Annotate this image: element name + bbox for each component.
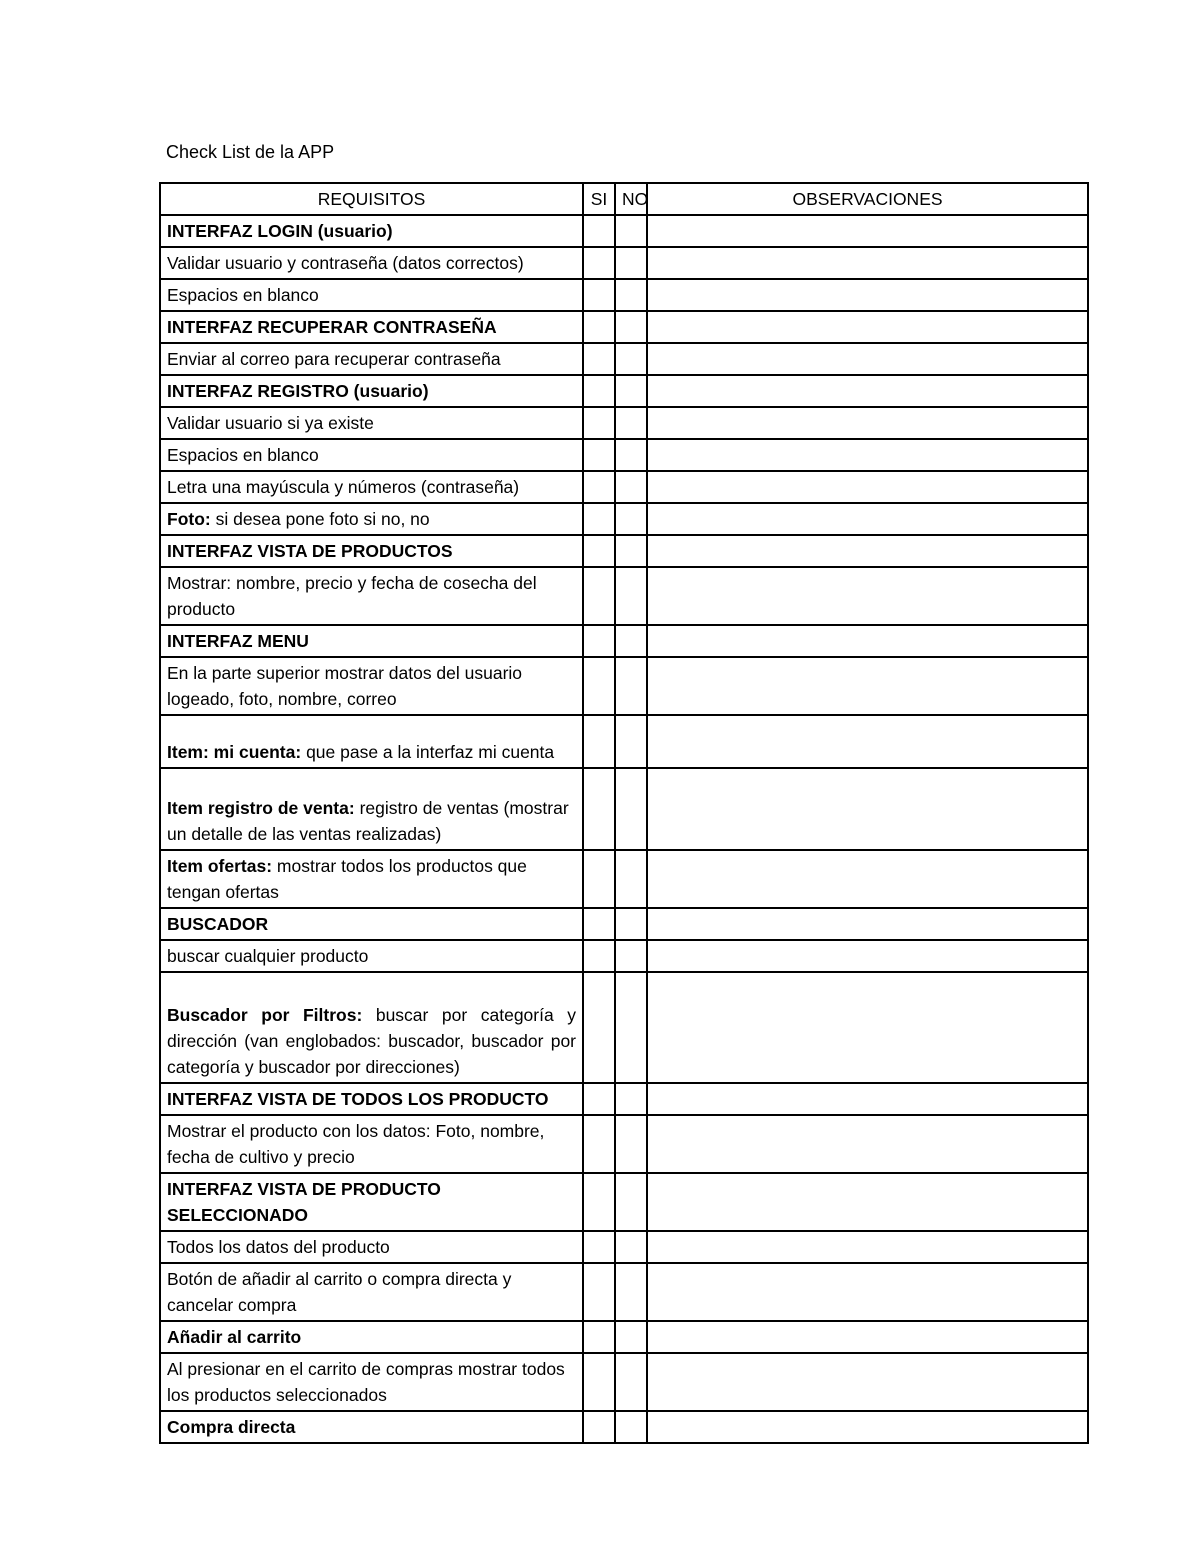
si-cell[interactable] [583,940,615,972]
requirement-bold-text: Foto: [167,509,211,529]
si-cell[interactable] [583,1321,615,1353]
header-si: SI [583,183,615,215]
no-cell[interactable] [615,503,647,535]
observaciones-cell[interactable] [647,247,1088,279]
requirement-cell [160,657,583,715]
table-row [160,972,1088,1083]
table-row [160,1411,1088,1443]
requirement-cell [160,503,583,535]
requirement-cell [160,1353,583,1411]
requirement-bold-text: INTERFAZ RECUPERAR CONTRASEÑA [167,317,497,337]
no-cell[interactable] [615,439,647,471]
si-cell[interactable] [583,972,615,1083]
requirement-bold-text: Compra directa [167,1417,296,1437]
observaciones-cell[interactable] [647,1411,1088,1443]
si-cell[interactable] [583,1231,615,1263]
observaciones-cell[interactable] [647,279,1088,311]
observaciones-cell[interactable] [647,343,1088,375]
requirement-cell [160,972,583,1083]
table-row [160,1173,1088,1231]
no-cell[interactable] [615,375,647,407]
no-cell[interactable] [615,471,647,503]
observaciones-cell[interactable] [647,1263,1088,1321]
requirement-text: Enviar al correo para recuperar contraseña [167,349,501,369]
requirement-cell [160,1411,583,1443]
requirement-bold-text: INTERFAZ MENU [167,631,309,651]
requirement-text: Letra una mayúscula y números (contraseña) [167,477,520,497]
si-cell[interactable] [583,247,615,279]
observaciones-cell[interactable] [647,375,1088,407]
observaciones-cell[interactable] [647,1321,1088,1353]
observaciones-cell[interactable] [647,940,1088,972]
no-cell[interactable] [615,343,647,375]
observaciones-cell[interactable] [647,503,1088,535]
header-requisitos: REQUISITOS [160,183,583,215]
observaciones-cell[interactable] [647,715,1088,768]
table-row [160,850,1088,908]
requirement-cell [160,439,583,471]
requirement-cell [160,343,583,375]
no-cell[interactable] [615,311,647,343]
no-cell[interactable] [615,1115,647,1173]
observaciones-cell[interactable] [647,471,1088,503]
no-cell[interactable] [615,1353,647,1411]
requirement-text: buscar cualquier producto [167,946,369,966]
observaciones-cell[interactable] [647,1083,1088,1115]
no-cell[interactable] [615,657,647,715]
requirement-cell [160,1263,583,1321]
si-cell[interactable] [583,535,615,567]
si-cell[interactable] [583,1263,615,1321]
requirement-text: que pase a la interfaz mi cuenta [301,742,555,762]
no-cell[interactable] [615,407,647,439]
requirement-text: Espacios en blanco [167,445,319,465]
si-cell[interactable] [583,503,615,535]
requirement-cell [160,940,583,972]
observaciones-cell[interactable] [647,215,1088,247]
no-cell[interactable] [615,535,647,567]
si-cell[interactable] [583,375,615,407]
table-row [160,375,1088,407]
table-row [160,311,1088,343]
no-cell[interactable] [615,908,647,940]
requirement-text: Espacios en blanco [167,285,319,305]
table-row [160,471,1088,503]
requirement-cell [160,715,583,768]
no-cell[interactable] [615,768,647,850]
si-cell[interactable] [583,850,615,908]
requirement-bold-text: INTERFAZ VISTA DE TODOS LOS PRODUCTO [167,1089,549,1109]
si-cell[interactable] [583,567,615,625]
requirement-cell [160,247,583,279]
si-cell[interactable] [583,1083,615,1115]
requirement-text: mostrar todos los productos que tengan ofertas [167,856,527,902]
requirement-bold-text: INTERFAZ VISTA DE PRODUCTO SELECCIONADO [167,1179,441,1225]
table-row [160,1353,1088,1411]
requirement-bold-text: Buscador por Filtros: [167,1005,363,1025]
observaciones-cell[interactable] [647,908,1088,940]
header-observaciones: OBSERVACIONES [647,183,1088,215]
si-cell[interactable] [583,343,615,375]
si-cell[interactable] [583,1411,615,1443]
requirement-text: Mostrar: nombre, precio y fecha de cosecha del producto [167,573,537,619]
si-cell[interactable] [583,279,615,311]
requirement-text: En la parte superior mostrar datos del usuario logeado, foto, nombre, correo [167,663,523,709]
requirement-text: buscar por categoría y dirección (van englobados: buscador, buscador por categoría y buscador por direcciones) [167,1005,576,1077]
requirement-cell [160,625,583,657]
requirement-cell [160,567,583,625]
observaciones-cell[interactable] [647,972,1088,1083]
table-row [160,1321,1088,1353]
requirement-bold-text: Añadir al carrito [167,1327,302,1347]
si-cell[interactable] [583,715,615,768]
requirement-cell [160,471,583,503]
no-cell[interactable] [615,715,647,768]
requirement-cell [160,535,583,567]
requirement-text: si desea pone foto si no, no [210,509,430,529]
si-cell[interactable] [583,1353,615,1411]
si-cell[interactable] [583,1173,615,1231]
requirement-cell [160,279,583,311]
no-cell[interactable] [615,1411,647,1443]
no-cell[interactable] [615,1263,647,1321]
requirement-cell [160,1115,583,1173]
si-cell[interactable] [583,908,615,940]
no-cell[interactable] [615,247,647,279]
observaciones-cell[interactable] [647,1173,1088,1231]
requirement-cell [160,1083,583,1115]
si-cell[interactable] [583,439,615,471]
table-row [160,1083,1088,1115]
table-row [160,768,1088,850]
no-cell[interactable] [615,279,647,311]
requirement-cell [160,215,583,247]
si-cell[interactable] [583,407,615,439]
requirement-bold-text: INTERFAZ VISTA DE PRODUCTOS [167,541,453,561]
requirement-bold-text: Item: mi cuenta: [167,742,302,762]
requirement-text: Mostrar el producto con los datos: Foto, nombre, fecha de cultivo y precio [167,1121,545,1167]
requirement-bold-text: INTERFAZ REGISTRO (usuario) [167,381,429,401]
observaciones-cell[interactable] [647,439,1088,471]
table-row [160,625,1088,657]
requirement-text: registro de ventas (mostrar un detalle de las ventas realizadas) [167,798,569,844]
table-row [160,567,1088,625]
observaciones-cell[interactable] [647,768,1088,850]
observaciones-cell[interactable] [647,1353,1088,1411]
table-row [160,535,1088,567]
si-cell[interactable] [583,768,615,850]
table-row [160,343,1088,375]
requirement-cell [160,768,583,850]
no-cell[interactable] [615,1173,647,1231]
table-row [160,715,1088,768]
si-cell[interactable] [583,657,615,715]
table-row [160,279,1088,311]
table-row [160,407,1088,439]
observaciones-cell[interactable] [647,407,1088,439]
requirement-bold-text: Item registro de venta: [167,798,355,818]
table-row [160,1231,1088,1263]
observaciones-cell[interactable] [647,657,1088,715]
no-cell[interactable] [615,215,647,247]
table-row [160,503,1088,535]
requirement-bold-text: INTERFAZ LOGIN (usuario) [167,221,393,241]
table-row [160,215,1088,247]
requirement-cell [160,850,583,908]
observaciones-cell[interactable] [647,625,1088,657]
requirement-text: Al presionar en el carrito de compras mostrar todos los productos seleccionados [167,1359,565,1405]
no-cell[interactable] [615,972,647,1083]
no-cell[interactable] [615,1321,647,1353]
header-row [160,183,1088,215]
requirement-cell [160,908,583,940]
no-cell[interactable] [615,1231,647,1263]
observaciones-cell[interactable] [647,1231,1088,1263]
observaciones-cell[interactable] [647,535,1088,567]
requirement-cell [160,375,583,407]
requirement-cell [160,407,583,439]
table-row [160,657,1088,715]
requirement-cell [160,311,583,343]
requirement-text: Todos los datos del producto [167,1237,390,1257]
observaciones-cell[interactable] [647,311,1088,343]
si-cell[interactable] [583,1115,615,1173]
header-no: NO [615,183,647,215]
table-row [160,247,1088,279]
si-cell[interactable] [583,215,615,247]
document-title: Check List de la APP [166,142,335,162]
table-row [160,1263,1088,1321]
no-cell[interactable] [615,940,647,972]
table-row [160,439,1088,471]
requirement-cell [160,1173,583,1231]
table-row [160,908,1088,940]
requirement-bold-text: Item ofertas: [167,856,273,876]
si-cell[interactable] [583,311,615,343]
no-cell[interactable] [615,1083,647,1115]
observaciones-cell[interactable] [647,567,1088,625]
table-row [160,940,1088,972]
si-cell[interactable] [583,471,615,503]
no-cell[interactable] [615,567,647,625]
requirement-bold-text: BUSCADOR [167,914,269,934]
checklist-table [159,182,1089,1444]
requirement-text: Validar usuario y contraseña (datos correctos) [167,253,524,273]
no-cell[interactable] [615,850,647,908]
table-row [160,1115,1088,1173]
observaciones-cell[interactable] [647,850,1088,908]
observaciones-cell[interactable] [647,1115,1088,1173]
requirement-text: Botón de añadir al carrito o compra directa y cancelar compra [167,1269,512,1315]
requirement-text: Validar usuario si ya existe [167,413,374,433]
no-cell[interactable] [615,625,647,657]
si-cell[interactable] [583,625,615,657]
requirement-cell [160,1321,583,1353]
requirement-cell [160,1231,583,1263]
